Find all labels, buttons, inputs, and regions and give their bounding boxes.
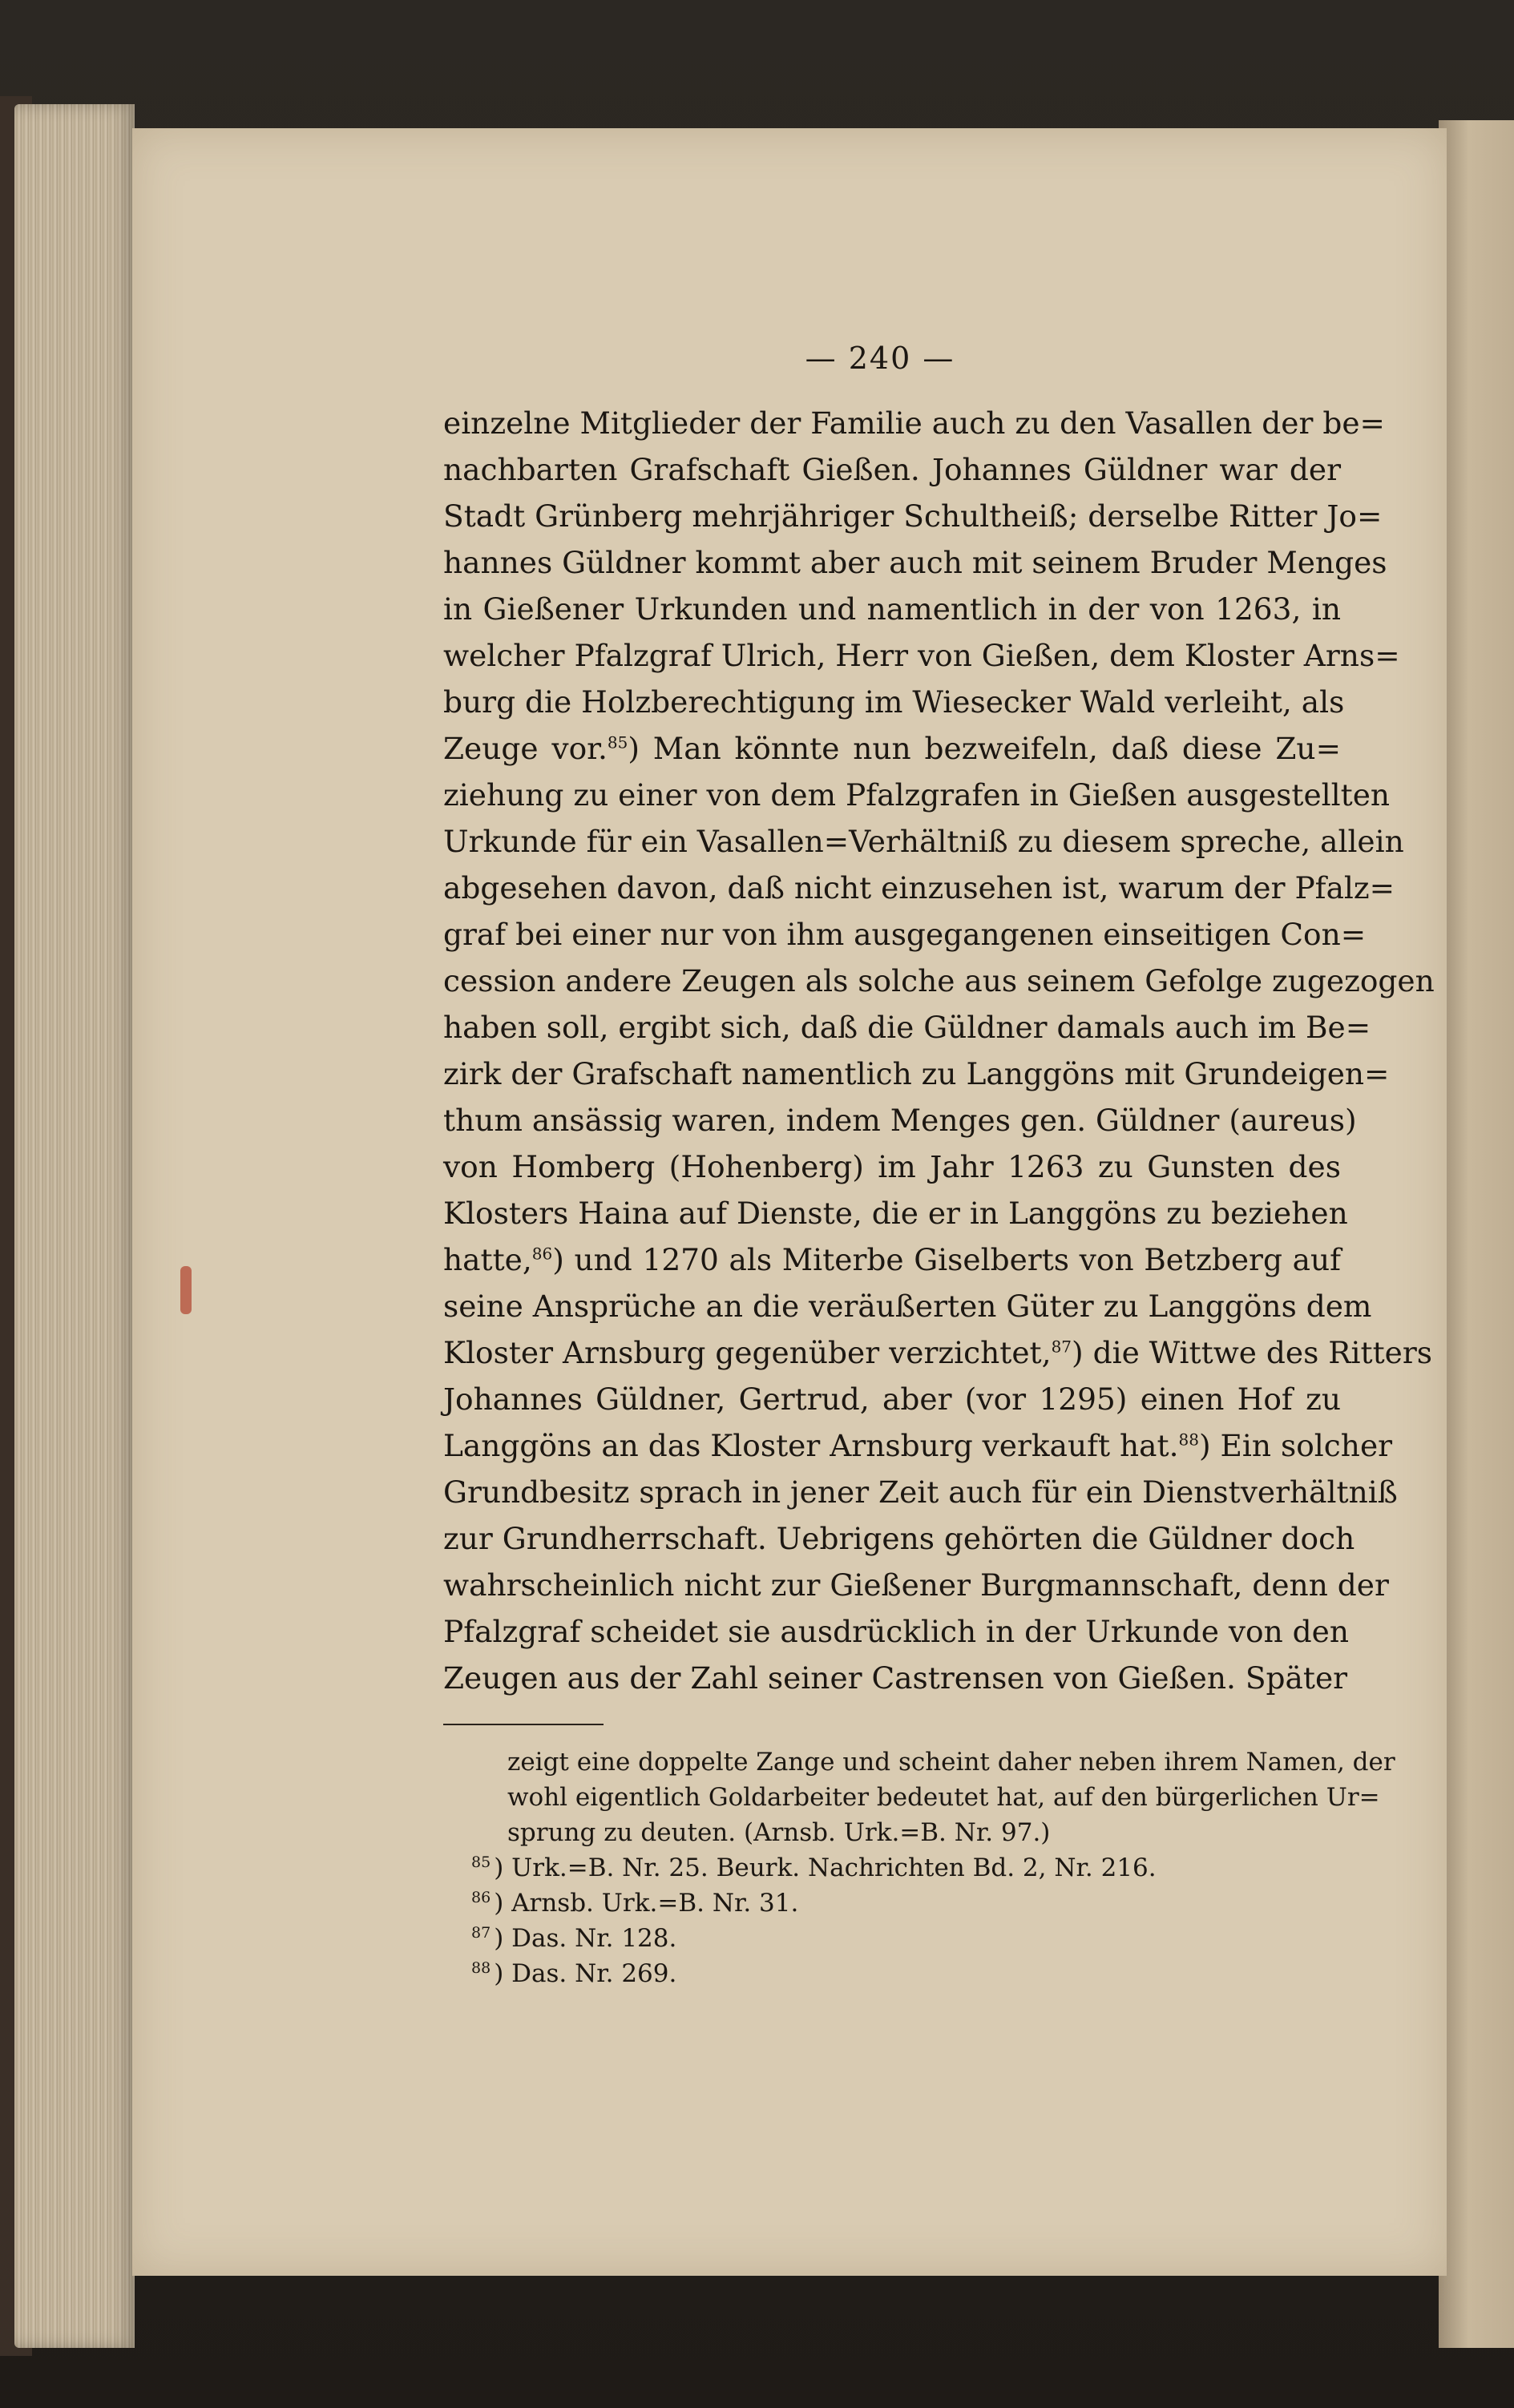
footnote-text: ) Das. Nr. 128. [494, 1924, 677, 1953]
text-line: hannes Güldner kommt aber auch mit seinem Bruder Menges [443, 545, 1387, 580]
text-fragment: ) Ein solcher [1198, 1428, 1393, 1463]
text-fragment: Zeuge vor. [443, 731, 608, 766]
text-line: zirk der Grafschaft namentlich zu Langgöns mit Grundeigen= [443, 1056, 1390, 1091]
text-line: Zeugen aus der Zahl seiner Castrensen von Gießen. Später [443, 1660, 1348, 1696]
footnote-number: 86 [471, 1888, 491, 1906]
footnote-line: wohl eigentlich Goldarbeiter bedeutet hat, auf den bürgerlichen Ur= [507, 1783, 1380, 1812]
text-line: in Gießener Urkunden und namentlich in der von 1263, in [443, 591, 1341, 627]
text-line: thum ansässig waren, indem Menges gen. Güldner (aureus) [443, 1103, 1357, 1138]
text-line [443, 1329, 1432, 1376]
text-line: ziehung zu einer von dem Pfalzgrafen in Gießen ausgestellten [443, 777, 1391, 813]
footnote-ref: 86 [531, 1244, 553, 1264]
text-line: welcher Pfalzgraf Ulrich, Herr von Gießen, dem Kloster Arns= [443, 638, 1400, 673]
text-line: haben soll, ergibt sich, daß die Güldner damals auch im Be= [443, 1010, 1371, 1045]
page-content [443, 341, 1469, 1991]
footnote-88 [443, 1956, 1285, 1991]
footnote-85 [443, 1850, 1285, 1886]
footnote-line: sprung zu deuten. (Arnsb. Urk.=B. Nr. 97.) [507, 1818, 1051, 1847]
text-line: burg die Holzberechtigung im Wiesecker Wald verleiht, als [443, 684, 1345, 720]
text-line: von Homberg (Hohenberg) im Jahr 1263 zu Gunsten des [443, 1149, 1341, 1184]
text-line: graf bei einer nur von ihm ausgegangenen einseitigen Con= [443, 917, 1367, 952]
text-fragment: Langgöns an das Kloster Arnsburg verkauft hat. [443, 1428, 1179, 1463]
body-text [443, 400, 1435, 1701]
text-line: Pfalzgraf scheidet sie ausdrücklich in der Urkunde von den [443, 1614, 1350, 1649]
text-line: Stadt Grünberg mehrjähriger Schultheiß; derselbe Ritter Jo= [443, 498, 1383, 534]
footnote-ref: 88 [1178, 1430, 1199, 1450]
text-line [443, 1422, 1393, 1469]
footnote-ref: 87 [1051, 1337, 1072, 1357]
text-line: cession andere Zeugen als solche aus seinem Gefolge zugezogen [443, 963, 1435, 998]
text-fragment: ) die Wittwe des Ritters [1072, 1335, 1432, 1370]
margin-ink-mark [180, 1266, 192, 1314]
text-line [443, 1236, 1341, 1283]
text-fragment: Kloster Arnsburg gegenüber verzichtet, [443, 1335, 1052, 1370]
text-line: Grundbesitz sprach in jener Zeit auch für ein Dienstverhältniß [443, 1474, 1398, 1510]
footnote-number: 85 [471, 1853, 491, 1871]
text-line: seine Ansprüche an die veräußerten Güter zu Langgöns dem [443, 1289, 1372, 1324]
page-number: — 240 — [805, 341, 955, 376]
footnote-text: ) Arnsb. Urk.=B. Nr. 31. [494, 1889, 799, 1918]
footnote-line: zeigt eine doppelte Zange und scheint daher neben ihrem Namen, der [507, 1748, 1395, 1777]
footnote-text: ) Das. Nr. 269. [494, 1959, 677, 1988]
book-page-edges [14, 104, 135, 2348]
book-page [132, 128, 1447, 2276]
footnote-number: 87 [471, 1923, 491, 1942]
text-line: zur Grundherrschaft. Uebrigens gehörten die Güldner doch [443, 1521, 1355, 1556]
footnote-continuation [443, 1744, 1395, 1850]
text-fragment: ) Man könnte nun bezweifeln, daß diese Zu= [628, 731, 1341, 766]
text-line: Urkunde für ein Vasallen=Verhältniß zu diesem spreche, allein [443, 824, 1404, 859]
text-line: Johannes Güldner, Gertrud, aber (vor 1295) einen Hof zu [443, 1381, 1341, 1417]
text-fragment: hatte, [443, 1242, 532, 1277]
text-line: einzelne Mitglieder der Familie auch zu den Vasallen der be= [443, 405, 1385, 441]
text-line: wahrscheinlich nicht zur Gießener Burgmannschaft, denn der [443, 1567, 1389, 1603]
footnotes [443, 1744, 1395, 1991]
footnote-text: ) Urk.=B. Nr. 25. Beurk. Nachrichten Bd. 2, Nr. 216. [494, 1853, 1157, 1882]
text-line: Klosters Haina auf Dienste, die er in Langgöns zu beziehen [443, 1196, 1348, 1231]
text-line: abgesehen davon, daß nicht einzusehen ist, warum der Pfalz= [443, 870, 1395, 906]
footnote-86 [443, 1886, 1285, 1921]
text-line: nachbarten Grafschaft Gießen. Johannes Güldner war der [443, 452, 1341, 487]
text-line [443, 725, 1341, 772]
footnote-87 [443, 1921, 1285, 1956]
footnote-number: 88 [471, 1958, 491, 1977]
footnote-divider [443, 1724, 604, 1725]
text-fragment: ) und 1270 als Miterbe Giselberts von Betzberg auf [552, 1242, 1341, 1277]
footnote-ref: 85 [607, 732, 628, 752]
